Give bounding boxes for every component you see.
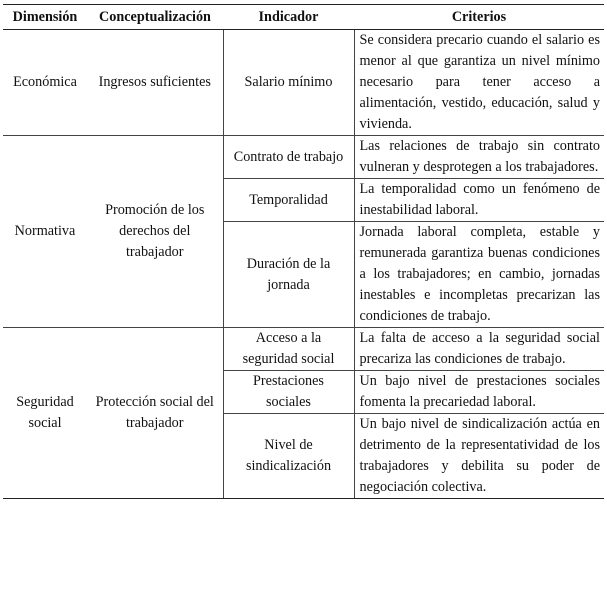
concept-cell: Protección social del trabajador: [87, 328, 223, 499]
indicator-cell: Temporalidad: [223, 179, 354, 222]
indicator-cell: Nivel de sindicalización: [223, 414, 354, 499]
table-row: [3, 30, 604, 136]
dimension-cell: Seguridad social: [3, 328, 87, 499]
concept-cell: Promoción de los derechos del trabajador: [87, 136, 223, 328]
indicator-cell: Acceso a la seguridad social: [223, 328, 354, 371]
indicator-cell: Duración de la jornada: [223, 222, 354, 328]
criteria-cell: La temporalidad como un fenómeno de inestabilidad laboral.: [354, 179, 604, 222]
criteria-cell: Un bajo nivel de sindicalización actúa en detrimento de la representatividad de los trabajadores y debilita su poder de negociación colectiva.: [354, 414, 604, 499]
header-dimension: Dimensión: [3, 5, 87, 30]
table-row: [3, 136, 604, 179]
header-indicator: Indicador: [223, 5, 354, 30]
precariedad-table: [3, 4, 604, 499]
dimension-cell: Normativa: [3, 136, 87, 328]
criteria-cell: Un bajo nivel de prestaciones sociales fomenta la precariedad laboral.: [354, 371, 604, 414]
header-criteria: Criterios: [354, 5, 604, 30]
criteria-cell: Las relaciones de trabajo sin contrato vulneran y desprotegen a los trabajadores.: [354, 136, 604, 179]
criteria-cell: Jornada laboral completa, estable y remunerada garantiza buenas condiciones a los trabajadores; en cambio, jornadas inestables e incompletas precarizan las condiciones de trabajo.: [354, 222, 604, 328]
header-concept: Conceptualización: [87, 5, 223, 30]
indicator-cell: Contrato de trabajo: [223, 136, 354, 179]
indicator-cell: Prestaciones sociales: [223, 371, 354, 414]
table-row: [3, 328, 604, 371]
criteria-cell: La falta de acceso a la seguridad social precariza las condiciones de trabajo.: [354, 328, 604, 371]
concept-cell: Ingresos suficientes: [87, 30, 223, 136]
header-row: [3, 5, 604, 30]
dimension-cell: Económica: [3, 30, 87, 136]
criteria-cell: Se considera precario cuando el salario es menor al que garantiza un nivel mínimo necesario para tener acceso a alimentación, vestido, educación, salud y vivienda.: [354, 30, 604, 136]
indicator-cell: Salario mínimo: [223, 30, 354, 136]
